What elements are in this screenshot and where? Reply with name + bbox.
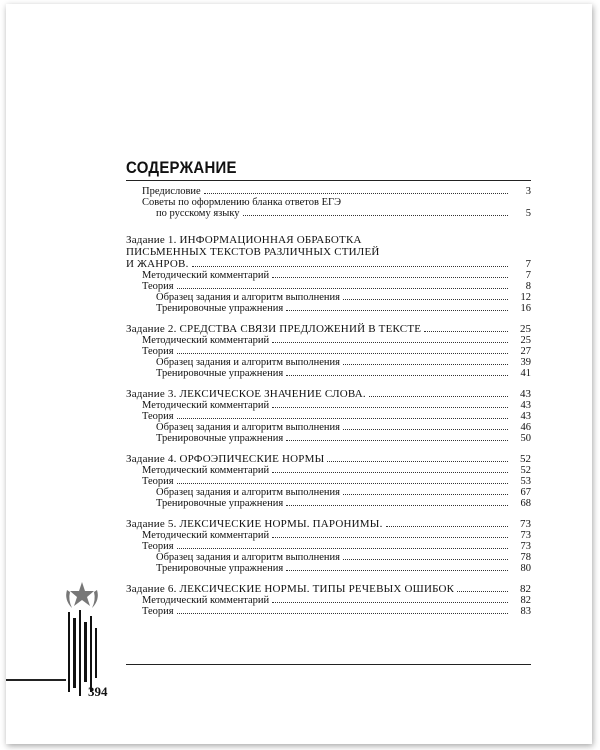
toc-task-entry[interactable] <box>126 388 531 400</box>
toc-page-number: 8 <box>525 281 531 292</box>
toc-entry[interactable] <box>126 465 531 476</box>
toc-page-number: 73 <box>520 518 531 530</box>
toc-entry[interactable] <box>126 292 531 303</box>
toc-page-number: 67 <box>520 487 531 498</box>
toc-page-number: 25 <box>520 323 531 335</box>
toc-page-number: 25 <box>520 335 531 346</box>
toc-entry-text: Образец задания и алгоритм выполнения <box>156 292 340 303</box>
toc-entry-text: Методический комментарий <box>142 530 270 541</box>
dot-leader <box>177 548 508 549</box>
toc-entry[interactable] <box>126 335 531 346</box>
toc-entry-text: Методический комментарий <box>142 595 270 606</box>
toc-page-number: 7 <box>525 270 531 281</box>
dot-leader <box>243 215 508 216</box>
toc-page-number: 82 <box>520 583 531 595</box>
toc-entry-text: Теория <box>142 346 174 357</box>
dot-leader <box>177 613 508 614</box>
toc-entry[interactable] <box>126 422 531 433</box>
toc-entry-text: Теория <box>142 541 174 552</box>
toc-entry-text: Методический комментарий <box>142 270 270 281</box>
toc-task-entry[interactable] <box>126 258 531 270</box>
page-number: 394 <box>88 684 108 699</box>
toc-task-entry[interactable] <box>126 583 531 595</box>
toc-page-number: 82 <box>520 595 531 606</box>
toc-page-number: 5 <box>525 208 531 219</box>
toc-entry[interactable] <box>126 476 531 487</box>
section-gap <box>126 379 531 388</box>
toc-entry-text: Тренировочные упражнения <box>156 498 284 509</box>
toc-entry[interactable] <box>126 186 531 197</box>
dot-leader <box>286 440 508 441</box>
bottom-rule <box>126 664 531 665</box>
toc-entry[interactable] <box>126 368 531 379</box>
toc-page-number: 7 <box>525 258 531 270</box>
dot-leader <box>343 364 508 365</box>
dot-leader <box>386 526 508 527</box>
toc-task-entry[interactable] <box>126 234 531 246</box>
toc-entry-text: Задание 4. ОРФОЭПИЧЕСКИЕ НОРМЫ <box>126 453 325 465</box>
toc-page-number: 41 <box>520 368 531 379</box>
toc-entry[interactable] <box>126 595 531 606</box>
toc-entry-text: Образец задания и алгоритм выполнения <box>156 552 340 563</box>
toc-page-number: 78 <box>520 552 531 563</box>
toc-entry-text: Тренировочные упражнения <box>156 563 284 574</box>
toc-entry[interactable] <box>126 346 531 357</box>
toc-entry[interactable] <box>126 270 531 281</box>
toc-entry-text: Методический комментарий <box>142 400 270 411</box>
toc-entry-text: Задание 1. ИНФОРМАЦИОННАЯ ОБРАБОТКА <box>126 234 362 246</box>
toc-entry-text: Теория <box>142 281 174 292</box>
toc-entry[interactable] <box>126 552 531 563</box>
section-gap <box>126 444 531 453</box>
toc-page-number: 52 <box>520 465 531 476</box>
dot-leader <box>272 537 508 538</box>
toc-page-number: 43 <box>520 388 531 400</box>
toc-entry-text: Задание 2. СРЕДСТВА СВЯЗИ ПРЕДЛОЖЕНИЙ В ТЕКСТЕ <box>126 323 422 335</box>
toc-entry[interactable] <box>126 530 531 541</box>
toc-entry[interactable] <box>126 498 531 509</box>
toc-page-number: 43 <box>520 411 531 422</box>
dot-leader <box>286 505 508 506</box>
toc-entry-text: ПИСЬМЕННЫХ ТЕКСТОВ РАЗЛИЧНЫХ СТИЛЕЙ <box>126 246 380 258</box>
toc-page-number: 53 <box>520 476 531 487</box>
dot-leader <box>343 494 508 495</box>
toc-entry[interactable] <box>126 563 531 574</box>
toc-entry[interactable] <box>126 303 531 314</box>
toc-page-number: 68 <box>520 498 531 509</box>
toc-entry-text: Теория <box>142 606 174 617</box>
dot-leader <box>272 407 508 408</box>
toc-task-entry[interactable] <box>126 453 531 465</box>
toc-entry[interactable] <box>126 281 531 292</box>
dot-leader <box>286 310 508 311</box>
toc-task-entry[interactable] <box>126 246 531 258</box>
toc-entry-text: Предисловие <box>142 186 201 197</box>
toc-entry-text: Образец задания и алгоритм выполнения <box>156 422 340 433</box>
dot-leader <box>369 396 508 397</box>
toc-entry-text: по русскому языку <box>156 208 240 219</box>
toc-entry-text: Советы по оформлению бланка ответов ЕГЭ <box>142 197 342 208</box>
dot-leader <box>327 461 508 462</box>
section-gap <box>126 219 531 228</box>
toc-page-number: 50 <box>520 433 531 444</box>
dot-leader <box>286 570 508 571</box>
table-of-contents <box>126 186 531 617</box>
toc-entry-text: Задание 6. ЛЕКСИЧЕСКИЕ НОРМЫ. ТИПЫ РЕЧЕВЫХ ОШИБОК <box>126 583 455 595</box>
section-gap <box>126 574 531 583</box>
page-number-rule <box>6 679 66 681</box>
dot-leader <box>272 472 508 473</box>
page-title: СОДЕРЖАНИЕ <box>126 158 237 177</box>
toc-page-number: 73 <box>520 530 531 541</box>
toc-entry-text: Теория <box>142 476 174 487</box>
toc-entry[interactable] <box>126 606 531 617</box>
dot-leader <box>343 299 508 300</box>
dot-leader <box>286 375 508 376</box>
toc-entry[interactable] <box>126 400 531 411</box>
toc-entry-text: И ЖАНРОВ. <box>126 258 189 270</box>
toc-entry[interactable] <box>126 197 531 208</box>
toc-page-number: 73 <box>520 541 531 552</box>
title-rule <box>126 180 531 181</box>
toc-page-number: 16 <box>520 303 531 314</box>
toc-entry[interactable] <box>126 541 531 552</box>
dot-leader <box>204 193 508 194</box>
dot-leader <box>272 277 508 278</box>
dot-leader <box>192 266 508 267</box>
toc-page-number: 3 <box>525 186 531 197</box>
toc-entry-text: Тренировочные упражнения <box>156 303 284 314</box>
dot-leader <box>272 342 508 343</box>
toc-page-number: 27 <box>520 346 531 357</box>
dot-leader <box>177 418 508 419</box>
toc-task-entry[interactable] <box>126 323 531 335</box>
toc-entry[interactable] <box>126 208 531 219</box>
toc-page-number: 39 <box>520 357 531 368</box>
toc-entry-text: Теория <box>142 411 174 422</box>
toc-entry-text: Методический комментарий <box>142 465 270 476</box>
dot-leader <box>177 483 508 484</box>
toc-entry[interactable] <box>126 357 531 368</box>
dot-leader <box>343 429 508 430</box>
dot-leader <box>177 353 508 354</box>
toc-page-number: 12 <box>520 292 531 303</box>
dot-leader <box>457 591 508 592</box>
toc-task-entry[interactable] <box>126 518 531 530</box>
dot-leader <box>177 288 508 289</box>
toc-page-number: 52 <box>520 453 531 465</box>
toc-entry[interactable] <box>126 487 531 498</box>
toc-entry-text: Тренировочные упражнения <box>156 433 284 444</box>
toc-entry-text: Задание 3. ЛЕКСИЧЕСКОЕ ЗНАЧЕНИЕ СЛОВА. <box>126 388 366 400</box>
star-laurel-ornament-icon <box>62 580 102 700</box>
dot-leader <box>343 559 508 560</box>
toc-entry[interactable] <box>126 411 531 422</box>
toc-entry-text: Образец задания и алгоритм выполнения <box>156 357 340 368</box>
toc-entry[interactable] <box>126 433 531 444</box>
toc-entry-text: Тренировочные упражнения <box>156 368 284 379</box>
toc-entry-text: Образец задания и алгоритм выполнения <box>156 487 340 498</box>
dot-leader <box>424 331 508 332</box>
dot-leader <box>272 602 508 603</box>
toc-page-number: 43 <box>520 400 531 411</box>
toc-page-number: 80 <box>520 563 531 574</box>
toc-entry-text: Методический комментарий <box>142 335 270 346</box>
toc-entry-text: Задание 5. ЛЕКСИЧЕСКИЕ НОРМЫ. ПАРОНИМЫ. <box>126 518 383 530</box>
toc-page-number: 83 <box>520 606 531 617</box>
section-gap <box>126 314 531 323</box>
section-gap <box>126 509 531 518</box>
toc-page-number: 46 <box>520 422 531 433</box>
